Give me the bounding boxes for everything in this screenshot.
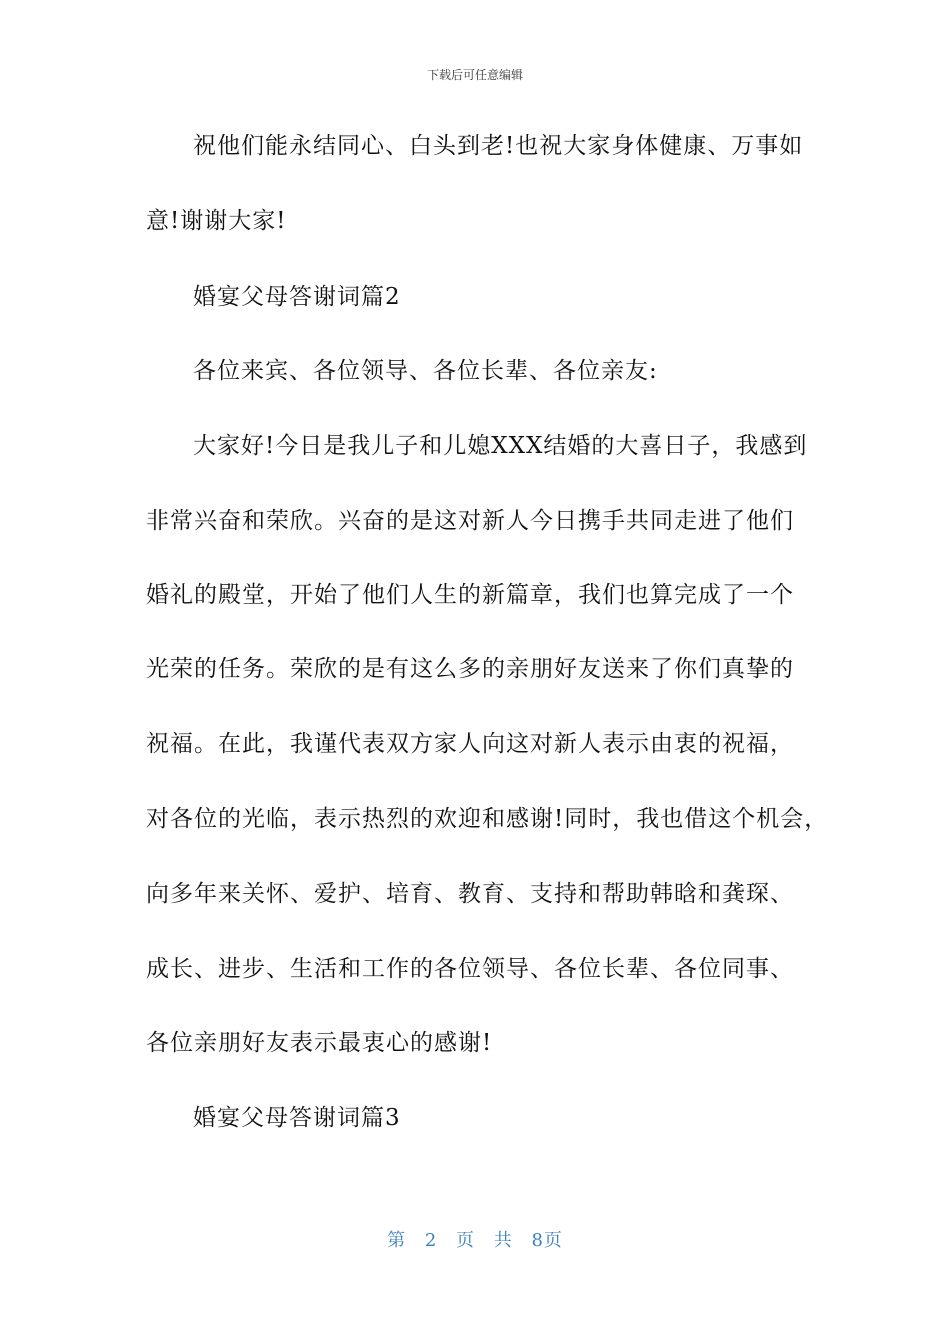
paragraph-line: 各位亲朋好友表示最衷心的感谢!	[146, 1030, 493, 1056]
paragraph-line: 对各位的光临，表示热烈的欢迎和感谢!同时，我也借这个机会，	[146, 806, 829, 832]
footer-label-ye: 页	[456, 1230, 475, 1251]
paragraph-line: 成长、进步、生活和工作的各位领导、各位长辈、各位同事、	[146, 956, 794, 982]
section-heading: 婚宴父母答谢词篇2	[193, 284, 401, 310]
paragraph-line: 非常兴奋和荣欣。兴奋的是这对新人今日携手共同走进了他们	[146, 508, 794, 534]
paragraph-line: 意!谢谢大家!	[146, 208, 287, 234]
page-footer	[0, 1226, 950, 1252]
footer-label-di: 第	[387, 1230, 407, 1251]
paragraph-line: 婚礼的殿堂，开始了他们人生的新篇章，我们也算完成了一个	[146, 582, 794, 608]
paragraph-line: 大家好!今日是我儿子和儿媳XXX结婚的大喜日子，我感到	[193, 433, 808, 459]
paragraph-line: 光荣的任务。荣欣的是有这么多的亲朋好友送来了你们真挚的	[146, 656, 794, 682]
download-note: 下载后可任意编辑	[426, 68, 523, 82]
section-heading: 婚宴父母答谢词篇3	[193, 1105, 401, 1131]
footer-label-gong: 共	[493, 1230, 513, 1251]
total-pages: 8页	[531, 1230, 563, 1251]
paragraph-line: 祝福。在此，我谨代表双方家人向这对新人表示由衷的祝福，	[146, 731, 794, 757]
paragraph-line: 各位来宾、各位领导、各位长辈、各位亲友:	[193, 358, 658, 384]
paragraph-line: 祝他们能永结同心、白头到老!也祝大家身体健康、万事如	[193, 133, 804, 159]
current-page-number: 2	[424, 1230, 438, 1251]
paragraph-line: 向多年来关怀、爱护、培育、教育、支持和帮助韩晗和龚琛、	[146, 881, 794, 907]
